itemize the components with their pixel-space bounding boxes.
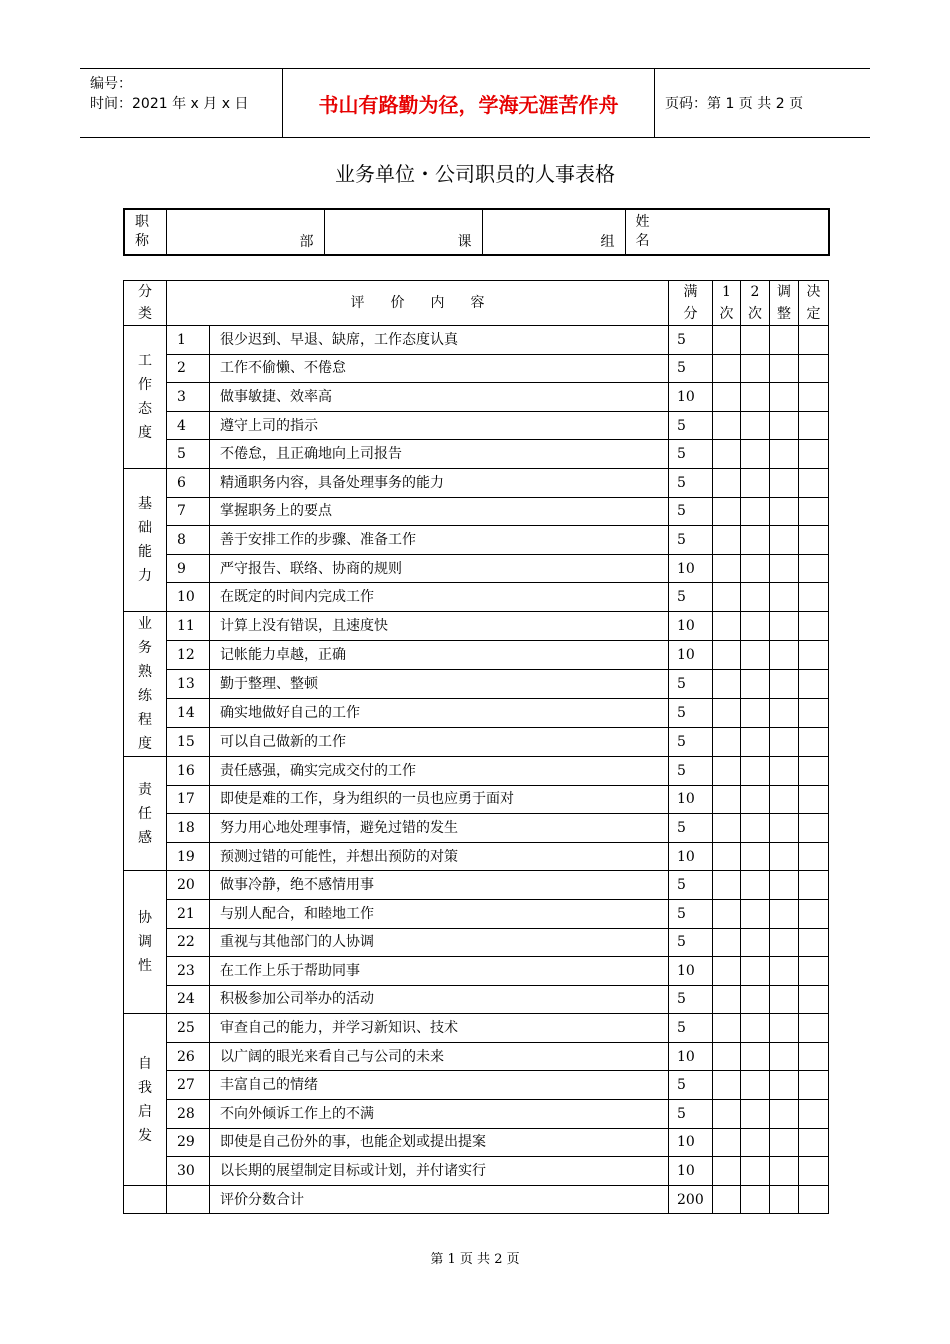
second-rating-cell[interactable] [741,756,770,785]
item-full-score: 5 [669,985,713,1014]
decision-cell[interactable] [799,985,829,1014]
item-content: 责任感强，确实完成交付的工作 [210,756,669,785]
item-full-score: 5 [669,326,713,355]
adjust-cell[interactable] [770,698,799,727]
decision-cell[interactable] [799,354,829,383]
first-rating-cell[interactable] [713,985,741,1014]
item-content: 预测过错的可能性，并想出预防的对策 [210,842,669,871]
section-cell[interactable] [324,209,482,255]
first-rating-cell[interactable] [713,785,741,814]
second-rating-cell[interactable] [741,526,770,555]
decision-cell[interactable] [799,814,829,843]
category-cell [124,611,167,756]
decision-cell[interactable] [799,526,829,555]
item-number: 5 [167,440,210,469]
item-number: 9 [167,554,210,583]
second-total-cell[interactable] [741,1185,770,1214]
decision-cell[interactable] [799,497,829,526]
category-label: 责任感 [138,781,152,846]
item-full-score: 10 [669,554,713,583]
second-rating-cell[interactable] [741,1100,770,1129]
item-number: 30 [167,1157,210,1186]
first-rating-cell[interactable] [713,354,741,383]
item-number: 18 [167,814,210,843]
header-first: 1次 [713,281,741,326]
category-label: 工作态度 [138,352,152,441]
second-rating-cell[interactable] [741,1014,770,1043]
header-decision: 决定 [799,281,829,326]
item-content: 严守报告、联络、协商的规则 [210,554,669,583]
adjust-cell[interactable] [770,1042,799,1071]
item-number: 23 [167,957,210,986]
item-full-score: 5 [669,698,713,727]
decision-cell[interactable] [799,611,829,640]
table-row [124,383,829,412]
adjust-cell[interactable] [770,526,799,555]
item-number: 7 [167,497,210,526]
table-row [124,842,829,871]
item-content: 善于安排工作的步骤、准备工作 [210,526,669,555]
decision-cell[interactable] [799,468,829,497]
header-meta [80,69,283,137]
item-content: 工作不偷懒、不倦怠 [210,354,669,383]
first-rating-cell[interactable] [713,1071,741,1100]
item-full-score: 5 [669,526,713,555]
adjust-cell[interactable] [770,383,799,412]
table-row [124,814,829,843]
item-number: 16 [167,756,210,785]
first-rating-cell[interactable] [713,1157,741,1186]
item-number: 17 [167,785,210,814]
table-row [124,468,829,497]
adjust-cell[interactable] [770,1157,799,1186]
item-number: 13 [167,669,210,698]
item-number: 4 [167,411,210,440]
adjust-cell[interactable] [770,440,799,469]
job-title-label: 职称 [135,214,149,249]
item-content: 以长期的展望制定目标或计划，并付诸实行 [210,1157,669,1186]
second-rating-cell[interactable] [741,583,770,612]
table-row [124,928,829,957]
first-rating-cell[interactable] [713,526,741,555]
evaluation-table [123,280,829,1214]
first-rating-cell[interactable] [713,583,741,612]
employee-info-table [123,208,830,256]
item-number: 6 [167,468,210,497]
item-full-score: 5 [669,669,713,698]
table-row [124,554,829,583]
time-label: 时间：2021 年 x 月 x 日 [90,96,249,112]
department-label: 部 [299,234,314,250]
table-row [124,583,829,612]
table-row [124,871,829,900]
decision-cell[interactable] [799,785,829,814]
total-category-cell [124,1185,167,1214]
item-number: 26 [167,1042,210,1071]
total-label: 评价分数合计 [210,1185,669,1214]
item-full-score: 10 [669,640,713,669]
header-adjust: 调整 [770,281,799,326]
item-content: 丰富自己的情绪 [210,1071,669,1100]
decision-cell[interactable] [799,326,829,355]
header-category: 分类 [124,281,167,326]
first-total-cell[interactable] [713,1185,741,1214]
second-rating-cell[interactable] [741,669,770,698]
adjust-cell[interactable] [770,871,799,900]
item-full-score: 5 [669,899,713,928]
item-number: 24 [167,985,210,1014]
decision-cell[interactable] [799,583,829,612]
job-title-cell [124,209,166,255]
adjust-cell[interactable] [770,727,799,756]
item-content: 不倦怠，且正确地向上司报告 [210,440,669,469]
first-rating-cell[interactable] [713,326,741,355]
item-full-score: 5 [669,814,713,843]
item-full-score: 5 [669,497,713,526]
second-rating-cell[interactable] [741,985,770,1014]
first-rating-cell[interactable] [713,669,741,698]
item-number: 1 [167,326,210,355]
first-rating-cell[interactable] [713,727,741,756]
table-row [124,669,829,698]
item-full-score: 10 [669,383,713,412]
total-row [124,1185,829,1214]
table-row [124,354,829,383]
second-rating-cell[interactable] [741,554,770,583]
category-cell [124,468,167,611]
header-content: 评价内容 [167,281,669,326]
table-row [124,1071,829,1100]
first-rating-cell[interactable] [713,698,741,727]
item-number: 12 [167,640,210,669]
first-rating-cell[interactable] [713,383,741,412]
decision-cell[interactable] [799,957,829,986]
item-content: 很少迟到、早退、缺席，工作态度认真 [210,326,669,355]
decision-cell[interactable] [799,871,829,900]
table-row [124,526,829,555]
item-full-score: 10 [669,842,713,871]
table-row [124,957,829,986]
table-row [124,899,829,928]
item-full-score: 5 [669,871,713,900]
item-content: 遵守上司的指示 [210,411,669,440]
decision-cell[interactable] [799,383,829,412]
table-row [124,326,829,355]
first-rating-cell[interactable] [713,1014,741,1043]
item-full-score: 5 [669,727,713,756]
item-full-score: 10 [669,1157,713,1186]
category-label: 协调性 [138,910,152,975]
first-rating-cell[interactable] [713,871,741,900]
first-rating-cell[interactable] [713,756,741,785]
second-rating-cell[interactable] [741,727,770,756]
item-content: 记帐能力卓越，正确 [210,640,669,669]
adjust-cell[interactable] [770,669,799,698]
adjust-cell[interactable] [770,928,799,957]
table-row [124,727,829,756]
first-rating-cell[interactable] [713,899,741,928]
decision-cell[interactable] [799,440,829,469]
second-rating-cell[interactable] [741,957,770,986]
item-number: 2 [167,354,210,383]
item-number: 29 [167,1128,210,1157]
decision-cell[interactable] [799,899,829,928]
category-label: 业务熟练程度 [138,615,152,752]
decision-cell[interactable] [799,1071,829,1100]
second-rating-cell[interactable] [741,354,770,383]
second-rating-cell[interactable] [741,785,770,814]
item-number: 28 [167,1100,210,1129]
table-row [124,985,829,1014]
first-rating-cell[interactable] [713,957,741,986]
item-number: 11 [167,611,210,640]
first-rating-cell[interactable] [713,440,741,469]
item-full-score: 10 [669,1128,713,1157]
adjust-cell[interactable] [770,1014,799,1043]
adjust-cell[interactable] [770,957,799,986]
category-label: 基础能力 [138,495,152,584]
adjust-cell[interactable] [770,756,799,785]
item-number: 27 [167,1071,210,1100]
item-full-score: 10 [669,785,713,814]
document-header [80,68,870,138]
name-label: 姓名 [635,214,650,249]
item-content: 不向外倾诉工作上的不满 [210,1100,669,1129]
table-row [124,640,829,669]
table-row [124,785,829,814]
total-score: 200 [669,1185,713,1214]
page-info: 页码：第 1 页 共 2 页 [665,96,804,112]
header-full-score: 满分 [669,281,713,326]
item-full-score: 5 [669,440,713,469]
name-cell[interactable] [625,209,829,255]
item-content: 努力用心地处理事情，避免过错的发生 [210,814,669,843]
adjust-cell[interactable] [770,785,799,814]
decision-cell[interactable] [799,928,829,957]
item-number: 22 [167,928,210,957]
department-cell[interactable] [166,209,324,255]
second-rating-cell[interactable] [741,440,770,469]
category-cell [124,326,167,469]
second-rating-cell[interactable] [741,1042,770,1071]
group-cell[interactable] [482,209,625,255]
page-footer: 第 1 页 共 2 页 [430,1252,520,1267]
adjust-cell[interactable] [770,1100,799,1129]
item-number: 25 [167,1014,210,1043]
decision-cell[interactable] [799,1014,829,1043]
item-number: 10 [167,583,210,612]
adjust-cell[interactable] [770,899,799,928]
second-rating-cell[interactable] [741,640,770,669]
first-rating-cell[interactable] [713,554,741,583]
item-content: 可以自己做新的工作 [210,727,669,756]
second-rating-cell[interactable] [741,411,770,440]
item-full-score: 5 [669,411,713,440]
second-rating-cell[interactable] [741,611,770,640]
adjust-cell[interactable] [770,611,799,640]
table-row [124,756,829,785]
adjust-cell[interactable] [770,842,799,871]
table-header-row [124,281,829,326]
second-rating-cell[interactable] [741,383,770,412]
adjust-cell[interactable] [770,814,799,843]
item-full-score: 5 [669,1014,713,1043]
adjust-cell[interactable] [770,1128,799,1157]
adjust-cell[interactable] [770,497,799,526]
decision-cell[interactable] [799,1128,829,1157]
item-content: 做事冷静，绝不感情用事 [210,871,669,900]
item-content: 做事敏捷、效率高 [210,383,669,412]
item-content: 计算上没有错误，且速度快 [210,611,669,640]
item-number: 3 [167,383,210,412]
table-row [124,497,829,526]
second-rating-cell[interactable] [741,1157,770,1186]
first-rating-cell[interactable] [713,611,741,640]
category-label: 自我启发 [138,1055,152,1144]
item-content: 精通职务内容，具备处理事务的能力 [210,468,669,497]
decision-cell[interactable] [799,1100,829,1129]
group-label: 组 [600,234,615,250]
first-rating-cell[interactable] [713,1100,741,1129]
decision-cell[interactable] [799,1157,829,1186]
item-number: 8 [167,526,210,555]
second-rating-cell[interactable] [741,899,770,928]
item-full-score: 5 [669,1100,713,1129]
section-label: 课 [457,234,472,250]
adjust-total-cell[interactable] [770,1185,799,1214]
motto: 书山有路勤为径，学海无涯苦作舟 [283,69,655,137]
item-number: 19 [167,842,210,871]
decision-cell[interactable] [799,554,829,583]
item-full-score: 5 [669,583,713,612]
table-row [124,440,829,469]
item-content: 勤于整理、整顿 [210,669,669,698]
item-content: 即使是自己份外的事，也能企划或提出提案 [210,1128,669,1157]
decision-cell[interactable] [799,756,829,785]
item-content: 在工作上乐于帮助同事 [210,957,669,986]
item-number: 21 [167,899,210,928]
table-row [124,1100,829,1129]
first-rating-cell[interactable] [713,842,741,871]
adjust-cell[interactable] [770,1071,799,1100]
decision-cell[interactable] [799,1042,829,1071]
item-number: 15 [167,727,210,756]
header-second: 2次 [741,281,770,326]
item-number: 20 [167,871,210,900]
item-full-score: 10 [669,957,713,986]
table-row [124,698,829,727]
item-full-score: 5 [669,1071,713,1100]
item-content: 确实地做好自己的工作 [210,698,669,727]
category-cell [124,1014,167,1186]
item-content: 在既定的时间内完成工作 [210,583,669,612]
second-rating-cell[interactable] [741,326,770,355]
second-rating-cell[interactable] [741,928,770,957]
decision-cell[interactable] [799,698,829,727]
number-label: 编号： [90,76,132,92]
adjust-cell[interactable] [770,985,799,1014]
item-content: 掌握职务上的要点 [210,497,669,526]
first-rating-cell[interactable] [713,640,741,669]
item-content: 即使是难的工作，身为组织的一员也应勇于面对 [210,785,669,814]
table-row [124,1014,829,1043]
decision-cell[interactable] [799,669,829,698]
decision-total-cell[interactable] [799,1185,829,1214]
item-content: 重视与其他部门的人协调 [210,928,669,957]
adjust-cell[interactable] [770,411,799,440]
item-content: 积极参加公司举办的活动 [210,985,669,1014]
table-row [124,1042,829,1071]
category-cell [124,871,167,1014]
table-row [124,411,829,440]
table-row [124,1128,829,1157]
table-row [124,611,829,640]
item-full-score: 10 [669,611,713,640]
adjust-cell[interactable] [770,554,799,583]
first-rating-cell[interactable] [713,928,741,957]
second-rating-cell[interactable] [741,871,770,900]
first-rating-cell[interactable] [713,497,741,526]
total-number-cell [167,1185,210,1214]
first-rating-cell[interactable] [713,411,741,440]
decision-cell[interactable] [799,640,829,669]
adjust-cell[interactable] [770,354,799,383]
first-rating-cell[interactable] [713,814,741,843]
item-content: 与别人配合，和睦地工作 [210,899,669,928]
item-full-score: 5 [669,756,713,785]
item-content: 审查自己的能力，并学习新知识、技术 [210,1014,669,1043]
item-full-score: 5 [669,468,713,497]
adjust-cell[interactable] [770,468,799,497]
decision-cell[interactable] [799,842,829,871]
category-cell [124,756,167,870]
first-rating-cell[interactable] [713,1128,741,1157]
table-row [124,1157,829,1186]
item-full-score: 5 [669,928,713,957]
page-title: 业务单位・公司职员的人事表格 [335,162,615,186]
second-rating-cell[interactable] [741,497,770,526]
second-rating-cell[interactable] [741,1128,770,1157]
item-full-score: 5 [669,354,713,383]
second-rating-cell[interactable] [741,698,770,727]
item-content: 以广阔的眼光来看自己与公司的未来 [210,1042,669,1071]
adjust-cell[interactable] [770,640,799,669]
adjust-cell[interactable] [770,326,799,355]
second-rating-cell[interactable] [741,468,770,497]
decision-cell[interactable] [799,411,829,440]
second-rating-cell[interactable] [741,814,770,843]
decision-cell[interactable] [799,727,829,756]
item-full-score: 10 [669,1042,713,1071]
second-rating-cell[interactable] [741,842,770,871]
second-rating-cell[interactable] [741,1071,770,1100]
first-rating-cell[interactable] [713,1042,741,1071]
first-rating-cell[interactable] [713,468,741,497]
adjust-cell[interactable] [770,583,799,612]
item-number: 14 [167,698,210,727]
